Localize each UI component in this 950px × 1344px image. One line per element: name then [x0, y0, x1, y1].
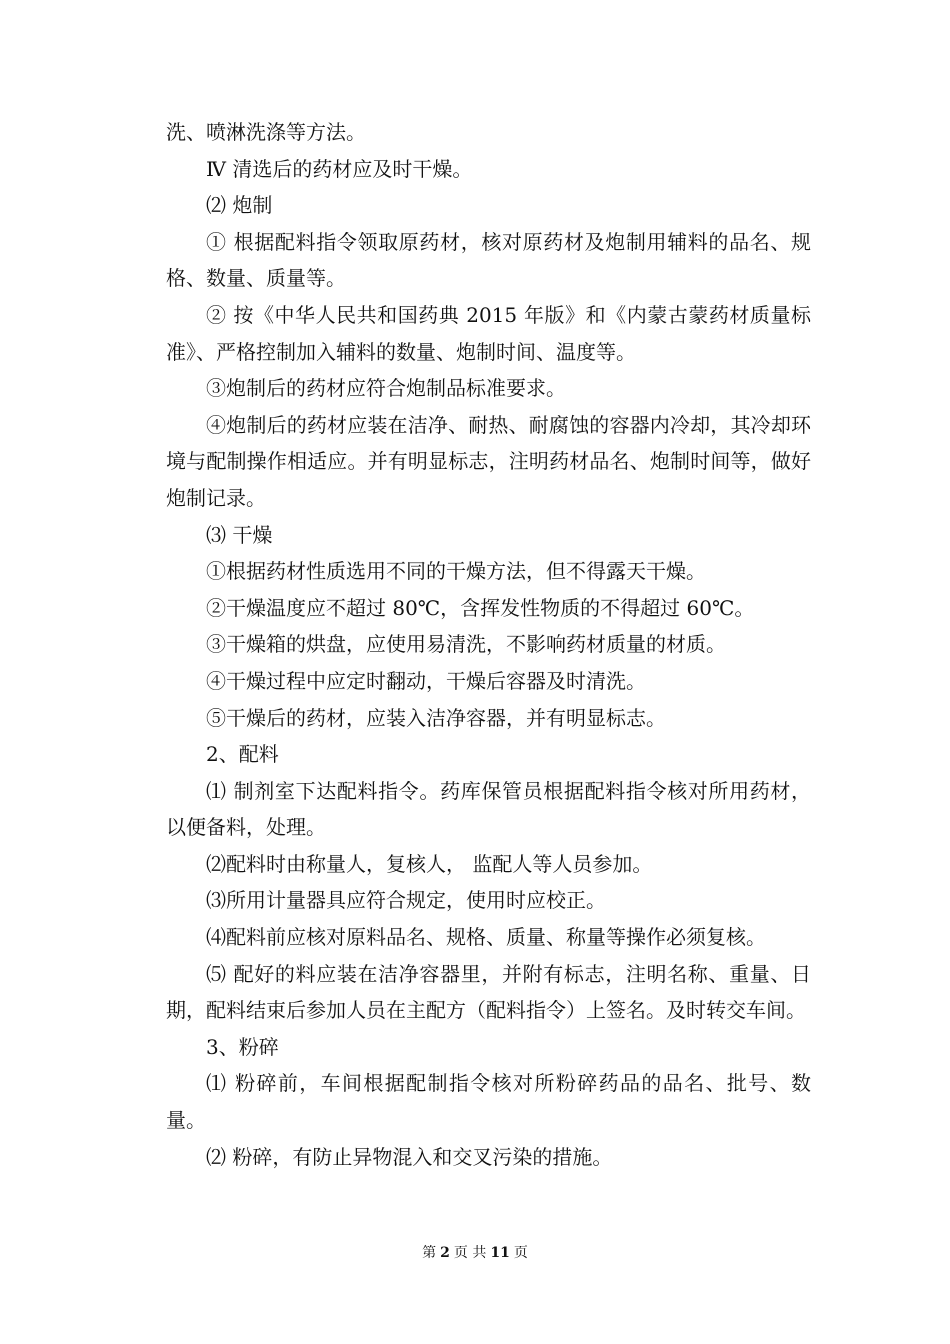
paragraph: ④干燥过程中应定时翻动，干燥后容器及时清洗。 — [206, 668, 646, 693]
section-heading: ⑵ 炮制 — [206, 193, 273, 218]
page-footer — [0, 1243, 950, 1263]
paragraph: ⑸ 配好的料应装在洁净容器里，并附有标志，注明名称、重量、日期，配料结束后参加人员在主配方（配料指令）上签名。及时转交车间。 — [166, 961, 811, 1023]
page-number: 2 — [440, 1245, 450, 1261]
paragraph: ② 按《中华人民共和国药典 2015 年版》和《内蒙古蒙药材质量标准》、严格控制加入辅料的数量、炮制时间、温度等。 — [166, 302, 811, 364]
section-heading: 3、粉碎 — [206, 1034, 279, 1059]
document-body — [166, 114, 811, 1175]
paragraph: ⑤干燥后的药材，应装入洁净容器，并有明显标志。 — [206, 705, 666, 730]
paragraph: Ⅳ 清选后的药材应及时干燥。 — [206, 156, 473, 181]
paragraph: ③干燥箱的烘盘，应使用易清洗，不影响药材质量的材质。 — [206, 632, 726, 657]
section-heading: ⑶ 干燥 — [206, 522, 273, 547]
footer-mid: 页 共 — [453, 1245, 487, 1261]
paragraph: ⑵配料时由称量人，复核人， 监配人等人员参加。 — [206, 851, 653, 876]
section-heading: 2、配料 — [206, 742, 279, 767]
paragraph: ③炮制后的药材应符合炮制品标准要求。 — [206, 376, 566, 401]
paragraph: ⑴ 粉碎前，车间根据配制指令核对所粉碎药品的品名、批号、数量。 — [166, 1071, 811, 1133]
paragraph: ⑴ 制剂室下达配料指令。药库保管员根据配料指令核对所用药材，以便备料，处理。 — [166, 778, 811, 840]
paragraph: ②干燥温度应不超过 80℃，含挥发性物质的不得超过 60℃。 — [206, 595, 755, 620]
paragraph: ①根据药材性质选用不同的干燥方法，但不得露天干燥。 — [206, 559, 706, 584]
paragraph: ④炮制后的药材应装在洁净、耐热、耐腐蚀的容器内冷却，其冷却环境与配制操作相适应。并有明显标志，注明药材品名、炮制时间等，做好炮制记录。 — [166, 412, 811, 510]
paragraph: 洗、喷淋洗涤等方法。 — [166, 120, 366, 144]
footer-suffix: 页 — [513, 1245, 528, 1261]
paragraph: ① 根据配料指令领取原药材，核对原药材及炮制用辅料的品名、规格、数量、质量等。 — [166, 229, 811, 291]
paragraph: ⑶所用计量器具应符合规定，使用时应校正。 — [206, 888, 606, 913]
paragraph: ⑷配料前应核对原料品名、规格、质量、称量等操作必须复核。 — [206, 925, 766, 950]
paragraph: ⑵ 粉碎，有防止异物混入和交叉污染的措施。 — [206, 1144, 613, 1169]
footer-prefix: 第 — [422, 1245, 437, 1261]
page-total: 11 — [490, 1245, 510, 1261]
